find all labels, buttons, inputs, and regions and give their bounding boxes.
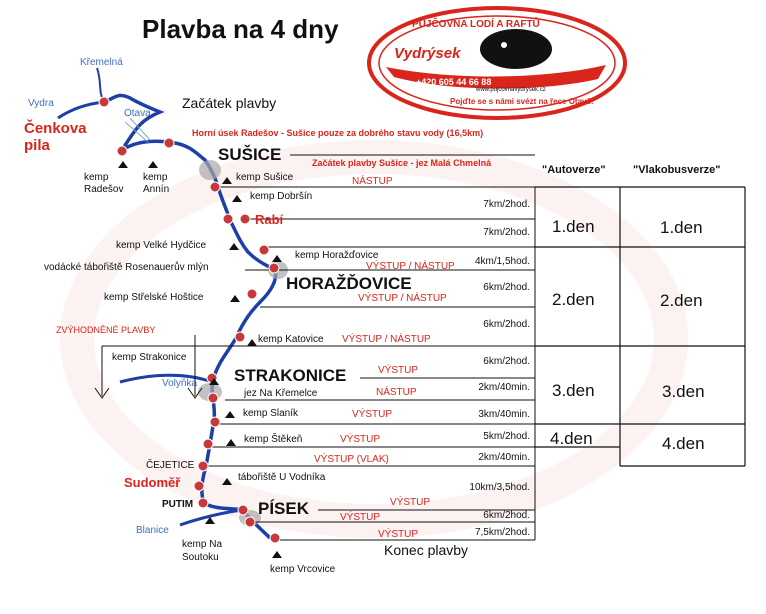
place-kemp-strakonice: kemp Strakonice (112, 352, 187, 363)
place-susice: SUŠICE (218, 145, 282, 164)
access-9: VÝSTUP (VLAK) (314, 454, 389, 465)
place-cejetice: ČEJETICE (146, 460, 195, 471)
auto-day-cell: 3.den (552, 381, 595, 400)
segment-distance: 6km/2hod. (483, 282, 530, 293)
river-label-vydra: Vydra (28, 98, 54, 109)
place-kemp-horazdovice: kemp Horažďovice (295, 250, 379, 261)
place-kemp-velke-hydcice: kemp Velké Hydčice (116, 240, 207, 251)
place-taboriste-u-vodnika: tábořiště U Vodníka (238, 472, 326, 483)
place-kemp-annin: kemp Annín (143, 172, 170, 195)
segment-distance: 2km/40min. (478, 382, 530, 393)
start-label: Začátek plavby (182, 95, 277, 111)
river-label-volynka: Volyňka (162, 378, 198, 389)
access-11: VÝSTUP (340, 512, 381, 523)
access-5: VÝSTUP (378, 365, 419, 376)
place-pisek: PÍSEK (258, 499, 310, 518)
access-8: VÝSTUP (340, 434, 381, 445)
place-kemp-radesov: kemp Radešov (84, 172, 124, 195)
logo-top-text: PŮJČOVNA LODÍ A RAFTŮ (412, 19, 540, 30)
place-kemp-dobrsin: kemp Dobršín (250, 191, 313, 202)
river-label-otava: Otava (124, 108, 151, 119)
place-jez-na-kremelce: jez Na Křemelce (244, 388, 318, 399)
access-6: NÁSTUP (376, 387, 417, 398)
vlak-day-cell: 2.den (660, 291, 703, 310)
place-kemp-katovice: kemp Katovice (258, 334, 324, 345)
place-kemp-susice: kemp Sušice (236, 172, 294, 183)
vlak-day-cell: 1.den (660, 218, 703, 237)
access-10: VÝSTUP (390, 497, 431, 508)
river-label-kremelna: Křemelná (80, 57, 123, 68)
logo-phone: +420 605 44 66 88 (416, 77, 492, 87)
access-7: VÝSTUP (352, 409, 393, 420)
segment-distance: 5km/2hod. (483, 431, 530, 442)
access-3: VÝSTUP / NÁSTUP (358, 293, 447, 304)
access-4: VÝSTUP / NÁSTUP (342, 334, 431, 345)
river-vydra (58, 102, 104, 118)
access-1: NÁSTUP (352, 176, 393, 187)
vlak-day-cell: 3.den (662, 382, 705, 401)
access-2: VÝSTUP / NÁSTUP (366, 261, 455, 272)
place-kemp-strelske-hostice: kemp Střelské Hoštice (104, 292, 204, 303)
river-label-blanice: Blanice (136, 525, 169, 536)
column-header-autoverze: "Autoverze" (542, 164, 606, 176)
place-strakonice: STRAKONICE (234, 366, 347, 385)
company-logo (366, 5, 628, 121)
segment-distance: 6km/2hod. (483, 319, 530, 330)
place-kemp-na-soutoku: kemp Na Soutoku (182, 539, 223, 563)
segment-distance: 4km/1,5hod. (474, 256, 530, 267)
auto-day-cell: 1.den (552, 217, 595, 236)
place-rabi: Rabí (255, 212, 284, 227)
note-start-section: Začátek plavby Sušice - jez Malá Chmelná (312, 158, 492, 168)
place-putim: PUTIM (162, 499, 194, 510)
logo-name: Vydrýsek (394, 45, 461, 62)
place-kemp-vrcovice: kemp Vrcovice (270, 564, 336, 575)
place-horazdovice: HORAŽĎOVICE (286, 274, 412, 293)
note-upper-section: Horní úsek Radešov - Sušice pouze za dobrého stavu vody (16,5km) (192, 128, 484, 138)
segment-distance: 7,5km/2hod. (474, 527, 530, 538)
segment-distance: 3km/40min. (478, 409, 530, 420)
segment-distance: 7km/2hod. (483, 199, 530, 210)
access-12: VÝSTUP (378, 529, 419, 540)
logo-slogan: Pojďte se s námi svézt na řece Otavě! (450, 97, 594, 106)
place-kemp-stekenn: kemp Štěkeň (244, 434, 303, 445)
place-taboriste-rosenauer: vodácké tábořiště Rosenauerův mlýn (44, 262, 209, 273)
segment-distance: 10km/3,5hod. (469, 482, 530, 493)
place-cenkova-pila: Čenkova pila (24, 120, 87, 154)
place-sudomer: Sudoměř (124, 475, 181, 490)
segment-distance: 2km/40min. (478, 452, 530, 463)
advantage-note: ZVÝHODNĚNÉ PLAVBY (56, 325, 156, 335)
page-title: Plavba na 4 dny (142, 14, 339, 44)
auto-day-cell: 4.den (550, 429, 593, 448)
segment-distance: 7km/2hod. (483, 227, 530, 238)
place-kemp-slanik: kemp Slaník (243, 408, 299, 419)
vlak-day-cell: 4.den (662, 434, 705, 453)
segment-distance: 6km/2hod. (483, 356, 530, 367)
auto-day-cell: 2.den (552, 290, 595, 309)
logo-web: www.pujcovnavydrysek.cz (476, 87, 546, 93)
end-label: Konec plavby (384, 542, 469, 558)
column-header-vlakobusverze: "Vlakobusverze" (633, 164, 721, 176)
segment-distance: 6km/2hod. (483, 510, 530, 521)
